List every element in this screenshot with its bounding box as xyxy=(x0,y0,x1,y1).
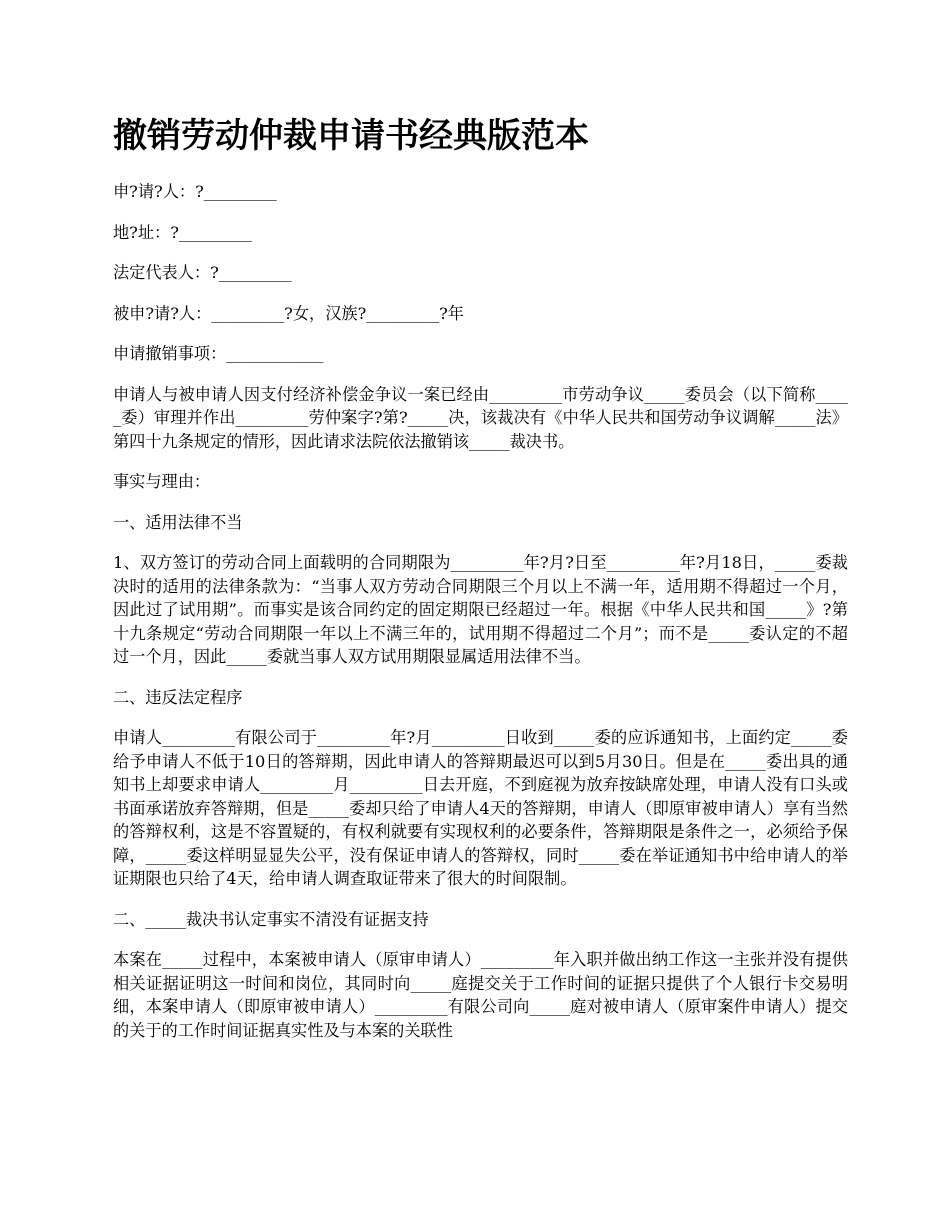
field-address: 地?址：?_________ xyxy=(113,222,252,242)
section-heading-procedure: 二、违反法定程序 xyxy=(113,687,243,707)
section-body-procedure: 申请人_________有限公司于_________年?月_________日收到_____委的应诉通知书，上面约定_____委给予申请人不低于10日的答辩期，因此申请人的答辩期最迟可以到5月30日。但是在_____委出具的通知书上却要求申请人_________月_________日去开庭，不到庭视为放弃按缺席处理，申请人没有口头或书面承诺放弃答辩期，但是_____委却只给了申请人4天的答辩期，申请人（即原审被申请人）享有当然的答辩权利，这是不容置疑的，有权利就要有实现权利的必要条件，答辩期限是条件之一，必须给予保障，_____委这样明显显失公平，没有保证申请人的答辩权，同时_____委在举证通知书中给申请人的举证期限也只给了4天，给申请人调查取证带来了很大的时间限制。 xyxy=(113,728,848,888)
field-legal-representative: 法定代表人：?_________ xyxy=(113,263,292,282)
section-body-facts: 本案在_____过程中，本案被申请人（原审申请人）_________年入职并做出纳工作这一主张并没有提供相关证据证明这一时间和岗位，其同时向_____庭提交关于工作时间的证据只提供了个人银行卡交易明细，本案申请人（即原审被申请人）_________有限公司向_____庭对被申请人（原审案件申请人）提交的关于的工作时间证据真实性及与本案的关联性 xyxy=(113,950,848,1040)
intro-paragraph: 申请人与被申请人因支付经济补偿金争议一案已经由_________市劳动争议_____委员会（以下简称_____委）审理并作出_________劳仲案字?第?_____决，该裁决有《中华人民共和国劳动争议调解_____法》第四十九条规定的情形，因此请求法院依法撤销该_____裁决书。 xyxy=(113,384,848,451)
section-heading-facts: 二、_____裁决书认定事实不清没有证据支持 xyxy=(113,909,429,929)
facts-heading: 事实与理由： xyxy=(113,472,211,491)
field-applicant: 申?请?人：?_________ xyxy=(113,182,277,201)
document-page xyxy=(113,112,848,1059)
document-title: 撤销劳动仲裁申请书经典版范本 xyxy=(113,116,589,156)
section-body-law: 1、双方签订的劳动合同上面载明的合同期限为_________年?月?日至_________年?月18日，_____委裁决时的适用的法律条款为：“当事人双方劳动合同期限三个月以上不满一年，适用期不得超过一个月，因此过了试用期”。而事实是该合同约定的固定期限已经超过一年。根据《中华人民共和国_____》?第十九条规定“劳动合同期限一年以上不满三年的，试用期不得超过二个月”；而不是_____委认定的不超过一个月，因此_____委就当事人双方试用期限显属适用法律不当。 xyxy=(113,553,848,666)
field-revocation-matter: 申请撤销事项：____________ xyxy=(113,344,324,363)
section-heading-law: 一、适用法律不当 xyxy=(113,512,243,532)
field-respondent: 被申?请?人：_________?女，汉族?_________?年 xyxy=(113,303,464,323)
